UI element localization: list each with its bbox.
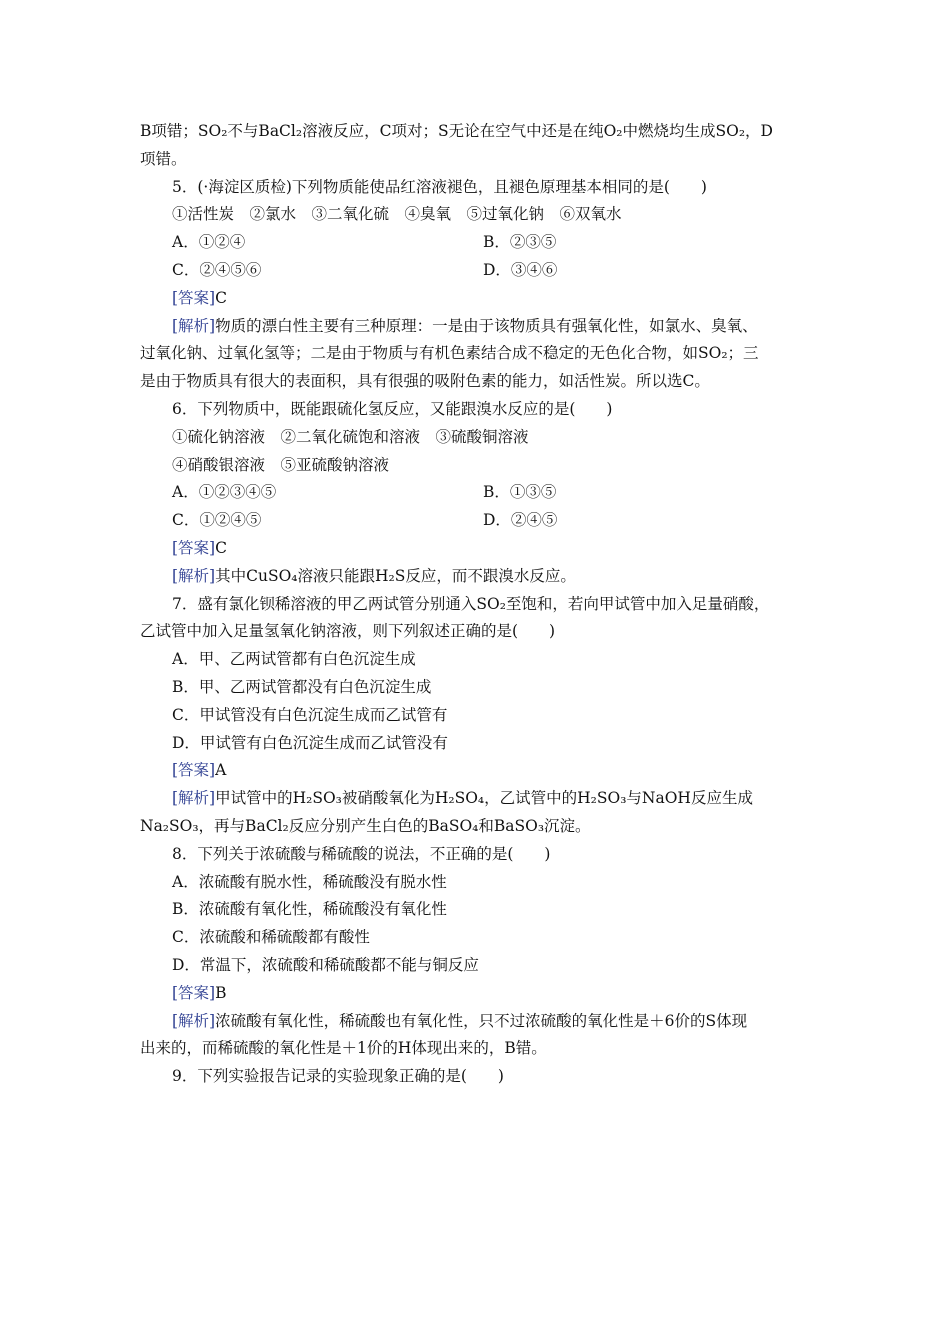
q7-stem: 7．盛有氯化钡稀溶液的甲乙两试管分别通入SO₂至饱和，若向甲试管中加入足量硝酸， <box>172 594 770 613</box>
analysis-tag: [解析] <box>172 789 216 808</box>
q6-items: ①硫化钠溶液 ②二氧化硫饱和溶液 ③硫酸铜溶液 <box>172 427 529 446</box>
option-a: A．浓硫酸有脱水性，稀硫酸没有脱水性 <box>172 872 447 891</box>
answer-value: C <box>215 538 227 557</box>
answer-value: C <box>215 288 227 307</box>
answer-value: B <box>215 983 227 1002</box>
analysis-tag: [解析] <box>172 316 216 335</box>
q9-stem: 9．下列实验报告记录的实验现象正确的是( ) <box>172 1067 504 1086</box>
analysis-text: 物质的漂白性主要有三种原理：一是由于该物质具有强氧化性，如氯水、臭氧、 <box>215 316 758 335</box>
option-b: B．浓硫酸有氧化性，稀硫酸没有氧化性 <box>172 900 447 919</box>
q6-items: ④硝酸银溶液 ⑤亚硫酸钠溶液 <box>172 455 390 474</box>
q8-analysis <box>140 1008 820 1036</box>
answer-tag: [答案] <box>172 538 216 557</box>
intro-line: B项错；SO₂不与BaCl₂溶液反应，C项对；S无论在空气中还是在纯O₂中燃烧均生成SO₂，D <box>140 122 773 140</box>
answer-tag: [答案] <box>172 983 216 1002</box>
analysis-tag: [解析] <box>172 1011 216 1030</box>
q5-options-row <box>140 257 820 285</box>
option-d: D．③④⑥ <box>483 260 558 279</box>
q7-analysis-cont: Na₂SO₃，再与BaCl₂反应分别产生白色的BaSO₄和BaSO₃沉淀。 <box>140 816 591 835</box>
answer-value: A <box>215 761 227 780</box>
option-d: D．常温下，浓硫酸和稀硫酸都不能与铜反应 <box>172 955 479 974</box>
option-c: C．浓硫酸和稀硫酸都有酸性 <box>172 928 370 947</box>
q5-analysis-cont: 过氧化钠、过氧化氢等；二是由于物质与有机色素结合成不稳定的无色化合物，如SO₂；三 <box>140 344 759 363</box>
option-d: D．甲试管有白色沉淀生成而乙试管没有 <box>172 733 448 752</box>
option-a: A．甲、乙两试管都有白色沉淀生成 <box>172 650 416 669</box>
answer-tag: [答案] <box>172 761 216 780</box>
q8-answer <box>140 980 820 1008</box>
q6-analysis <box>140 563 820 591</box>
option-a: A．①②④ <box>172 233 246 252</box>
option-d: D．②④⑤ <box>483 511 558 530</box>
q5-options-row <box>140 229 820 257</box>
q7-analysis <box>140 785 820 813</box>
q8-analysis-cont: 出来的，而稀硫酸的氧化性是＋1价的H体现出来的，B错。 <box>140 1039 547 1058</box>
option-c: C．甲试管没有白色沉淀生成而乙试管有 <box>172 705 448 724</box>
option-c: C．②④⑤⑥ <box>172 260 262 279</box>
option-a: A．①②③④⑤ <box>172 483 277 502</box>
analysis-text: 其中CuSO₄溶液只能跟H₂S反应，而不跟溴水反应。 <box>215 566 576 585</box>
document-page <box>140 118 820 1091</box>
q5-answer <box>140 285 820 313</box>
q5-stem: 5．(·海淀区质检)下列物质能使品红溶液褪色，且褪色原理基本相同的是( ) <box>172 177 707 196</box>
option-b: B．甲、乙两试管都没有白色沉淀生成 <box>172 677 432 696</box>
q5-items: ①活性炭 ②氯水 ③二氧化硫 ④臭氧 ⑤过氧化钠 ⑥双氧水 <box>172 205 622 224</box>
analysis-tag: [解析] <box>172 566 216 585</box>
q7-stem-cont: 乙试管中加入足量氢氧化钠溶液，则下列叙述正确的是( ) <box>140 622 556 641</box>
option-b: B．②③⑤ <box>483 233 557 252</box>
q5-analysis <box>140 313 820 341</box>
q8-stem: 8．下列关于浓硫酸与稀硫酸的说法，不正确的是( ) <box>172 844 551 863</box>
q5-analysis-cont: 是由于物质具有很大的表面积，具有很强的吸附色素的能力，如活性炭。所以选C。 <box>140 372 710 391</box>
analysis-text: 甲试管中的H₂SO₃被硝酸氧化为H₂SO₄，乙试管中的H₂SO₃与NaOH反应生成 <box>215 789 753 808</box>
analysis-text: 浓硫酸有氧化性，稀硫酸也有氧化性，只不过浓硫酸的氧化性是＋6价的S体现 <box>215 1011 748 1030</box>
option-c: C．①②④⑤ <box>172 511 262 530</box>
intro-line: 项错。 <box>140 149 187 168</box>
q6-options-row <box>140 479 820 507</box>
option-b: B．①③⑤ <box>483 483 557 502</box>
answer-tag: [答案] <box>172 288 216 307</box>
q6-options-row <box>140 507 820 535</box>
q6-answer <box>140 535 820 563</box>
q7-answer <box>140 757 820 785</box>
q6-stem: 6．下列物质中，既能跟硫化氢反应，又能跟溴水反应的是( ) <box>172 399 613 418</box>
